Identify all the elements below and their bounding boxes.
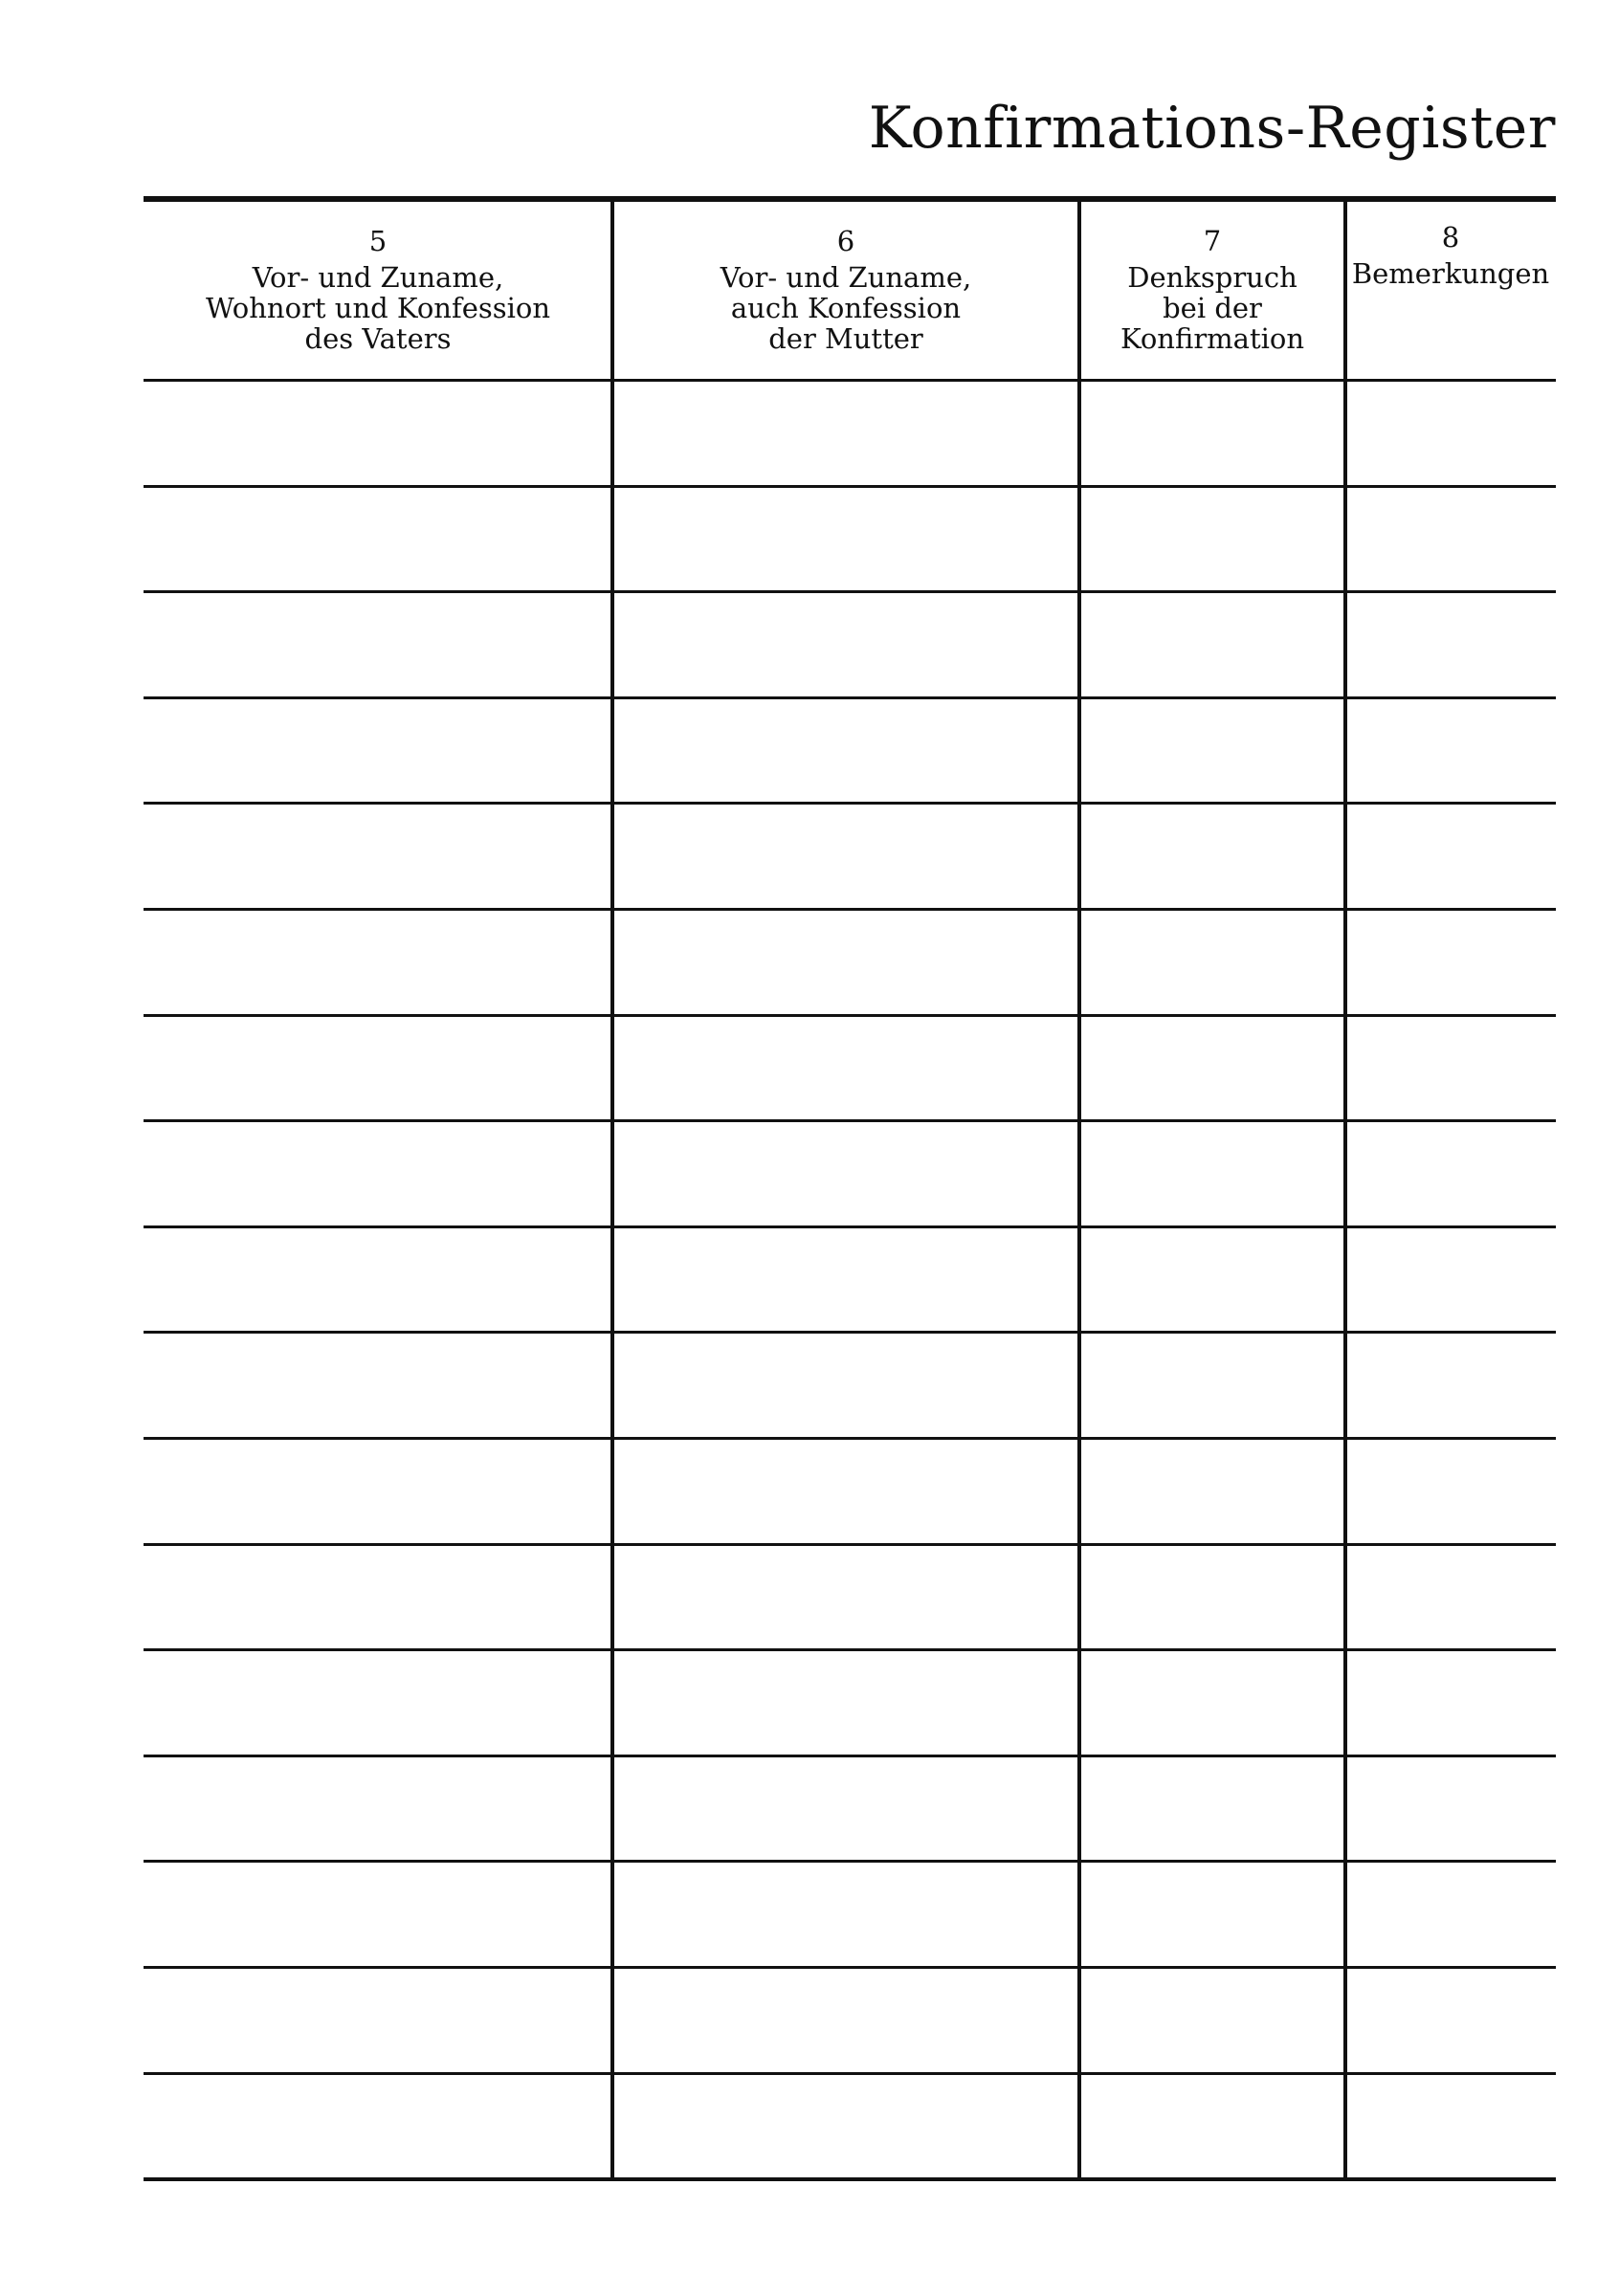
- table-cell: [616, 1018, 1076, 1116]
- table-cell: [1349, 1229, 1552, 1328]
- table-cell: [616, 1758, 1076, 1857]
- table-cell: [1349, 1335, 1552, 1433]
- table-cell: [147, 1441, 609, 1539]
- column-header-5: [144, 226, 612, 354]
- table-cell: [1083, 1758, 1342, 1857]
- table-cell: [147, 912, 609, 1010]
- table-cell: [1083, 912, 1342, 1010]
- table-cell: [1349, 2076, 1552, 2175]
- table-cell: [616, 1229, 1076, 1328]
- table-cell: [147, 1970, 609, 2068]
- table-cell: [1083, 1335, 1342, 1433]
- column-header-7: [1079, 226, 1345, 354]
- column-number: 8: [1441, 221, 1460, 254]
- table-cell: [1083, 1123, 1342, 1222]
- table-cell: [1349, 1652, 1552, 1751]
- table-cell: [1349, 1547, 1552, 1645]
- table-cell: [147, 1123, 609, 1222]
- table-cell: [147, 806, 609, 904]
- table-cell: [1083, 1441, 1342, 1539]
- table-cell: [147, 1335, 609, 1433]
- column-heading: Vor- und Zuname, auch Konfession der Mutter: [720, 261, 972, 355]
- table-cell: [616, 912, 1076, 1010]
- table-cell: [616, 1652, 1076, 1751]
- table-cell: [616, 1864, 1076, 1962]
- table-cell: [1349, 383, 1552, 481]
- table-cell: [1083, 1018, 1342, 1116]
- table-cell: [147, 1652, 609, 1751]
- table-cell: [616, 1335, 1076, 1433]
- table-cell: [147, 594, 609, 693]
- table-cell: [616, 383, 1076, 481]
- table-cell: [147, 1018, 609, 1116]
- column-number: 7: [1203, 225, 1222, 257]
- column-number: 6: [836, 225, 855, 257]
- column-heading: Bemerkungen: [1351, 257, 1550, 290]
- column-divider: [1077, 196, 1081, 2181]
- column-heading: Denkspruch bei der Konfirmation: [1120, 261, 1305, 355]
- table-cell: [616, 1441, 1076, 1539]
- table-cell: [1349, 1018, 1552, 1116]
- table-cell: [147, 1229, 609, 1328]
- table-cell: [1083, 806, 1342, 904]
- table-cell: [147, 489, 609, 587]
- table-cell: [616, 700, 1076, 799]
- table-cell: [147, 700, 609, 799]
- table-cell: [1083, 1970, 1342, 2068]
- table-cell: [1083, 489, 1342, 587]
- column-divider: [1343, 196, 1347, 2181]
- table-cell: [1349, 1864, 1552, 1962]
- table-cell: [616, 1123, 1076, 1222]
- table-cell: [616, 1547, 1076, 1645]
- column-header-6: [612, 226, 1079, 354]
- table-cell: [616, 1970, 1076, 2068]
- column-header-8: [1345, 222, 1556, 289]
- table-cell: [147, 1547, 609, 1645]
- table-cell: [1083, 2076, 1342, 2175]
- table-cell: [1349, 912, 1552, 1010]
- table-cell: [1083, 1652, 1342, 1751]
- table-cell: [147, 1864, 609, 1962]
- table-cell: [616, 806, 1076, 904]
- column-heading: Vor- und Zuname, Wohnort und Konfession des Vaters: [205, 261, 551, 355]
- table-cell: [1349, 1441, 1552, 1539]
- table-cell: [1083, 1547, 1342, 1645]
- table-cell: [147, 2076, 609, 2175]
- table-cell: [616, 489, 1076, 587]
- table-cell: [1083, 594, 1342, 693]
- table-cell: [1349, 806, 1552, 904]
- table-cell: [1083, 1864, 1342, 1962]
- table-cell: [147, 1758, 609, 1857]
- table-cell: [1083, 1229, 1342, 1328]
- table-cell: [616, 2076, 1076, 2175]
- table-cell: [1083, 383, 1342, 481]
- table-cell: [1349, 700, 1552, 799]
- table-cell: [147, 383, 609, 481]
- column-divider: [610, 196, 614, 2181]
- table-cell: [1349, 489, 1552, 587]
- table-cell: [1349, 1758, 1552, 1857]
- column-number: 5: [368, 225, 388, 257]
- table-cell: [1083, 700, 1342, 799]
- table-cell: [1349, 594, 1552, 693]
- table-cell: [1349, 1970, 1552, 2068]
- table-cell: [616, 594, 1076, 693]
- page-title: Konfirmations-Register: [868, 95, 1556, 162]
- table-cell: [1349, 1123, 1552, 1222]
